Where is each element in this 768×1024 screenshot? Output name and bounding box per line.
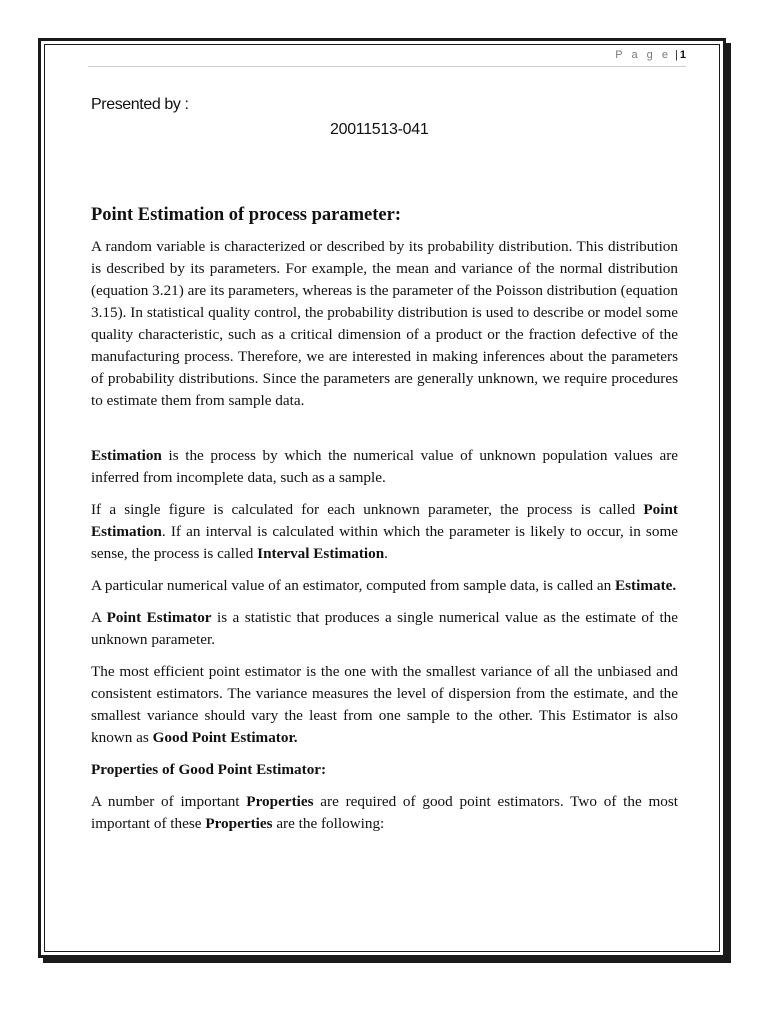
single-figure-text-3: . — [384, 545, 388, 562]
presented-by-label: Presented by : — [91, 96, 189, 113]
section-title: Point Estimation of process parameter: — [91, 205, 401, 225]
point-estimator-paragraph — [91, 607, 678, 651]
single-figure-paragraph — [91, 499, 678, 565]
properties-text-3: are the following: — [272, 815, 385, 832]
point-estimator-text-2: is a statistic that produces a single numerical value as the estimate of the unknown parameter. — [91, 609, 678, 648]
properties-heading: Properties of Good Point Estimator: — [91, 761, 327, 778]
document-body — [91, 202, 678, 845]
properties-term-1: Properties — [246, 793, 314, 810]
single-figure-text-1: If a single figure is calculated for each unknown parameter, the process is called — [91, 501, 644, 518]
page-header — [88, 46, 686, 67]
estimate-text: A particular numerical value of an estimator, computed from sample data, is called an — [91, 577, 616, 594]
properties-term-2: Properties — [205, 815, 273, 832]
properties-paragraph — [91, 791, 678, 835]
interval-estimation-term: Interval Estimation — [257, 545, 385, 562]
intro-paragraph: A random variable is characterized or described by its probability distribution. This distribution is described by its parameters. For example, the mean and variance of the normal distribution (equation 3.21) are its parameters, whereas is the parameter of the Poisson distribution (equation 3.15). In statistical quality control, the probability distribution is used to describe or model some quality characteristic, such as a critical dimension of a product or the fraction defective of the manufacturing process. Therefore, we are interested in making inferences about the parameters of probability distributions. Since the parameters are generally unknown, we require procedures to estimate them from sample data. — [91, 238, 678, 409]
point-estimation-term: Point Estimation — [91, 501, 678, 540]
estimation-text: is the process by which the numerical value of unknown population values are inferred from incomplete data, such as a sample. — [91, 447, 678, 486]
estimate-term: Estimate. — [615, 577, 677, 594]
properties-text-1: A number of important — [91, 793, 247, 810]
single-figure-text-2: . If an interval is calculated within which the parameter is likely to occur, in some sense, the process is called — [91, 523, 678, 562]
properties-text-2: are required of good point estimators. Two of the most important of these — [91, 793, 678, 832]
page-separator: | — [675, 49, 678, 61]
estimate-paragraph — [91, 575, 678, 597]
efficient-estimator-paragraph — [91, 661, 678, 749]
page-number: 1 — [679, 49, 686, 61]
page-label: P a g e — [615, 49, 671, 61]
student-id: 20011513-041 — [330, 121, 429, 138]
estimation-term: Estimation — [91, 447, 162, 464]
point-estimator-text-1: A — [91, 609, 107, 626]
point-estimator-term: Point Estimator — [106, 609, 212, 626]
good-point-estimator-term: Good Point Estimator. — [152, 729, 298, 746]
estimation-paragraph — [91, 445, 678, 489]
efficient-text: The most efficient point estimator is the one with the smallest variance of all the unbiased and consistent estimators. The variance measures the level of dispersion from the estimate, and the smallest variance should vary the least from one sample to the other. This Estimator is also known as — [91, 663, 678, 746]
